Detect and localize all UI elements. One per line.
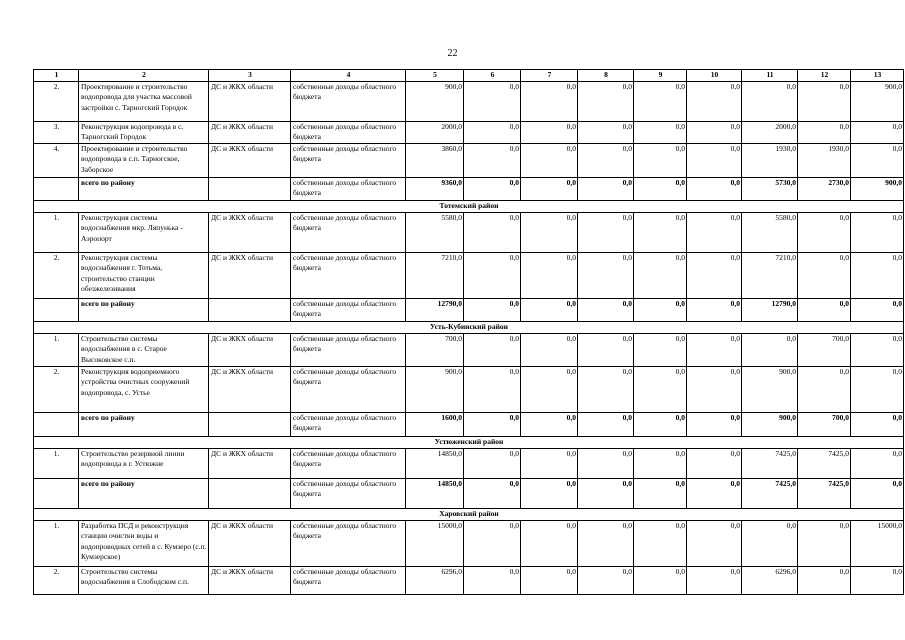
amount-cell: 6296,0 [742, 567, 798, 595]
amount-cell: 0,0 [464, 449, 521, 479]
amount-cell: 0,0 [464, 82, 521, 122]
amount-cell: 0,0 [521, 567, 578, 595]
district-total-row [34, 299, 904, 322]
project-name: Реконструкция системы водоснабжения г. Тотьма, строительство станции обезжелезивания [79, 253, 209, 299]
district-header-row [34, 201, 904, 213]
amount-cell: 0,0 [687, 122, 742, 144]
amount-cell: 0,0 [687, 82, 742, 122]
amount-cell: 0,0 [578, 253, 634, 299]
amount-cell: 7210,0 [406, 253, 464, 299]
amount-cell: 0,0 [851, 413, 904, 437]
funding-source: собственные доходы областного бюджета [291, 567, 406, 595]
funding-source: собственные доходы областного бюджета [291, 413, 406, 437]
amount-cell: 2730,0 [798, 178, 851, 201]
amount-cell: 0,0 [578, 334, 634, 367]
amount-cell: 0,0 [687, 449, 742, 479]
amount-cell: 0,0 [634, 122, 687, 144]
amount-cell: 0,0 [742, 521, 798, 567]
district-header-row [34, 437, 904, 449]
column-number: 4 [291, 70, 406, 82]
project-name: Проектирование и строительство водопровода в с.п. Тарногское, Заборское [79, 144, 209, 178]
amount-cell: 0,0 [464, 521, 521, 567]
project-row [34, 521, 904, 567]
responsible-body: ДС и ЖКХ области [209, 334, 291, 367]
project-row [34, 213, 904, 253]
amount-cell: 0,0 [578, 367, 634, 413]
amount-cell: 0,0 [798, 122, 851, 144]
item-number [34, 413, 79, 437]
project-name: Реконструкция системы водоснабжения мкр. Ляпунька - Аэропорт [79, 213, 209, 253]
item-number [34, 479, 79, 509]
amount-cell: 5730,0 [742, 178, 798, 201]
amount-cell: 0,0 [464, 479, 521, 509]
amount-cell: 5580,0 [406, 213, 464, 253]
funding-source: собственные доходы областного бюджета [291, 479, 406, 509]
amount-cell: 0,0 [851, 479, 904, 509]
amount-cell: 0,0 [634, 213, 687, 253]
amount-cell: 2000,0 [406, 122, 464, 144]
amount-cell: 0,0 [521, 449, 578, 479]
amount-cell: 12790,0 [406, 299, 464, 322]
amount-cell: 0,0 [464, 144, 521, 178]
amount-cell: 0,0 [687, 521, 742, 567]
project-row [34, 144, 904, 178]
amount-cell: 0,0 [464, 178, 521, 201]
total-label: всего по району [79, 413, 209, 437]
page-number: 22 [447, 48, 458, 59]
column-number: 12 [798, 70, 851, 82]
amount-cell: 0,0 [521, 367, 578, 413]
column-number: 11 [742, 70, 798, 82]
district-header-row [34, 509, 904, 521]
amount-cell: 0,0 [578, 449, 634, 479]
funding-source: собственные доходы областного бюджета [291, 334, 406, 367]
project-row [34, 567, 904, 595]
responsible-body: ДС и ЖКХ области [209, 82, 291, 122]
amount-cell: 7210,0 [742, 253, 798, 299]
amount-cell: 0,0 [851, 334, 904, 367]
amount-cell: 0,0 [521, 479, 578, 509]
district-name: Харовский район [34, 509, 904, 521]
amount-cell: 0,0 [578, 299, 634, 322]
amount-cell: 0,0 [851, 144, 904, 178]
amount-cell: 0,0 [851, 367, 904, 413]
column-number: 1 [34, 70, 79, 82]
amount-cell: 1600,0 [406, 413, 464, 437]
responsible-body: ДС и ЖКХ области [209, 253, 291, 299]
amount-cell: 0,0 [634, 413, 687, 437]
amount-cell: 0,0 [634, 178, 687, 201]
amount-cell: 0,0 [521, 178, 578, 201]
amount-cell: 0,0 [742, 334, 798, 367]
project-name: Реконструкция водопровода в с. Тарногский Городок [79, 122, 209, 144]
column-number: 6 [464, 70, 521, 82]
amount-cell: 0,0 [687, 334, 742, 367]
amount-cell: 700,0 [406, 334, 464, 367]
item-number: 1. [34, 213, 79, 253]
project-row [34, 122, 904, 144]
column-number: 2 [79, 70, 209, 82]
funding-source: собственные доходы областного бюджета [291, 253, 406, 299]
amount-cell: 0,0 [687, 367, 742, 413]
amount-cell: 0,0 [687, 178, 742, 201]
amount-cell: 900,0 [742, 367, 798, 413]
amount-cell: 2000,0 [742, 122, 798, 144]
amount-cell: 900,0 [742, 413, 798, 437]
amount-cell: 0,0 [464, 334, 521, 367]
column-number: 9 [634, 70, 687, 82]
column-number: 3 [209, 70, 291, 82]
item-number [34, 178, 79, 201]
amount-cell: 3860,0 [406, 144, 464, 178]
amount-cell: 900,0 [851, 178, 904, 201]
amount-cell: 0,0 [634, 253, 687, 299]
item-number: 4. [34, 144, 79, 178]
amount-cell: 6296,0 [406, 567, 464, 595]
responsible-body [209, 178, 291, 201]
amount-cell: 0,0 [634, 82, 687, 122]
amount-cell: 0,0 [851, 213, 904, 253]
amount-cell: 0,0 [578, 213, 634, 253]
funding-source: собственные доходы областного бюджета [291, 82, 406, 122]
project-name: Строительство системы водоснабжения в Слободском с.п. [79, 567, 209, 595]
project-name: Проектирование и строительство водопровода для участка массовой застройки с. Тарногский Городок [79, 82, 209, 122]
district-name: Устюженский район [34, 437, 904, 449]
amount-cell: 0,0 [798, 213, 851, 253]
responsible-body: ДС и ЖКХ области [209, 567, 291, 595]
amount-cell: 0,0 [521, 122, 578, 144]
amount-cell: 0,0 [798, 299, 851, 322]
responsible-body [209, 299, 291, 322]
amount-cell: 0,0 [687, 253, 742, 299]
amount-cell: 900,0 [851, 82, 904, 122]
funding-source: собственные доходы областного бюджета [291, 213, 406, 253]
amount-cell: 0,0 [687, 299, 742, 322]
amount-cell: 7425,0 [798, 449, 851, 479]
column-number: 10 [687, 70, 742, 82]
funding-source: собственные доходы областного бюджета [291, 449, 406, 479]
amount-cell: 0,0 [634, 144, 687, 178]
funding-source: собственные доходы областного бюджета [291, 144, 406, 178]
amount-cell: 0,0 [464, 213, 521, 253]
district-total-row [34, 178, 904, 201]
amount-cell: 0,0 [687, 567, 742, 595]
item-number: 1. [34, 521, 79, 567]
amount-cell: 0,0 [798, 253, 851, 299]
district-name: Усть-Кубинский район [34, 322, 904, 334]
district-header-row [34, 322, 904, 334]
district-total-row [34, 413, 904, 437]
amount-cell: 0,0 [578, 178, 634, 201]
project-row [34, 82, 904, 122]
amount-cell: 0,0 [464, 413, 521, 437]
amount-cell: 0,0 [578, 413, 634, 437]
project-row [34, 367, 904, 413]
amount-cell: 7425,0 [798, 479, 851, 509]
responsible-body: ДС и ЖКХ области [209, 122, 291, 144]
amount-cell: 0,0 [521, 299, 578, 322]
item-number [34, 299, 79, 322]
amount-cell: 0,0 [578, 82, 634, 122]
amount-cell: 0,0 [851, 253, 904, 299]
column-number: 5 [406, 70, 464, 82]
amount-cell: 0,0 [464, 567, 521, 595]
responsible-body: ДС и ЖКХ области [209, 144, 291, 178]
amount-cell: 0,0 [687, 144, 742, 178]
district-total-row [34, 479, 904, 509]
amount-cell: 0,0 [634, 367, 687, 413]
responsible-body [209, 479, 291, 509]
amount-cell: 0,0 [742, 82, 798, 122]
amount-cell: 0,0 [687, 213, 742, 253]
amount-cell: 0,0 [634, 449, 687, 479]
amount-cell: 0,0 [578, 122, 634, 144]
column-number: 13 [851, 70, 904, 82]
amount-cell: 12790,0 [742, 299, 798, 322]
amount-cell: 0,0 [521, 253, 578, 299]
amount-cell: 0,0 [687, 479, 742, 509]
amount-cell: 0,0 [578, 479, 634, 509]
amount-cell: 0,0 [521, 213, 578, 253]
project-row [34, 449, 904, 479]
column-number: 8 [578, 70, 634, 82]
amount-cell: 0,0 [798, 521, 851, 567]
amount-cell: 7425,0 [742, 479, 798, 509]
amount-cell: 9360,0 [406, 178, 464, 201]
item-number: 2. [34, 567, 79, 595]
amount-cell: 0,0 [634, 334, 687, 367]
amount-cell: 0,0 [851, 449, 904, 479]
column-number: 7 [521, 70, 578, 82]
amount-cell: 15000,0 [851, 521, 904, 567]
project-name: Строительство резервной линии водопровода в г. Устюжне [79, 449, 209, 479]
amount-cell: 0,0 [521, 413, 578, 437]
amount-cell: 0,0 [578, 521, 634, 567]
total-label: всего по району [79, 178, 209, 201]
responsible-body [209, 413, 291, 437]
amount-cell: 0,0 [634, 479, 687, 509]
amount-cell: 0,0 [798, 567, 851, 595]
item-number: 1. [34, 334, 79, 367]
amount-cell: 0,0 [521, 521, 578, 567]
project-name: Строительство системы водоснабжения в с. Старое Высоковское с.п. [79, 334, 209, 367]
amount-cell: 0,0 [851, 567, 904, 595]
amount-cell: 14850,0 [406, 479, 464, 509]
project-name: Реконструкция водоприемного устройства очистных сооружений водопровода, с. Устье [79, 367, 209, 413]
funding-source: собственные доходы областного бюджета [291, 122, 406, 144]
amount-cell: 0,0 [798, 367, 851, 413]
amount-cell: 900,0 [406, 82, 464, 122]
amount-cell: 15000,0 [406, 521, 464, 567]
amount-cell: 0,0 [464, 253, 521, 299]
column-number-row [34, 70, 904, 82]
amount-cell: 0,0 [521, 82, 578, 122]
amount-cell: 0,0 [464, 367, 521, 413]
amount-cell: 0,0 [687, 413, 742, 437]
responsible-body: ДС и ЖКХ области [209, 521, 291, 567]
project-row [34, 253, 904, 299]
funding-source: собственные доходы областного бюджета [291, 299, 406, 322]
district-name: Тотемский район [34, 201, 904, 213]
amount-cell: 0,0 [634, 567, 687, 595]
amount-cell: 0,0 [464, 122, 521, 144]
amount-cell: 0,0 [521, 144, 578, 178]
amount-cell: 0,0 [578, 567, 634, 595]
amount-cell: 1930,0 [798, 144, 851, 178]
amount-cell: 700,0 [798, 334, 851, 367]
funding-source: собственные доходы областного бюджета [291, 178, 406, 201]
amount-cell: 0,0 [634, 299, 687, 322]
project-name: Разработка ПСД и реконструкция станции очистки воды и водопроводных сетей в с. Кумзеро (с.п. Кумзерское) [79, 521, 209, 567]
item-number: 2. [34, 82, 79, 122]
total-label: всего по району [79, 299, 209, 322]
amount-cell: 1930,0 [742, 144, 798, 178]
responsible-body: ДС и ЖКХ области [209, 213, 291, 253]
amount-cell: 0,0 [521, 334, 578, 367]
item-number: 1. [34, 449, 79, 479]
amount-cell: 900,0 [406, 367, 464, 413]
amount-cell: 0,0 [634, 521, 687, 567]
project-row [34, 334, 904, 367]
funding-source: собственные доходы областного бюджета [291, 521, 406, 567]
responsible-body: ДС и ЖКХ области [209, 367, 291, 413]
financing-table [33, 69, 904, 595]
amount-cell: 7425,0 [742, 449, 798, 479]
amount-cell: 14850,0 [406, 449, 464, 479]
funding-source: собственные доходы областного бюджета [291, 367, 406, 413]
item-number: 3. [34, 122, 79, 144]
amount-cell: 0,0 [851, 299, 904, 322]
responsible-body: ДС и ЖКХ области [209, 449, 291, 479]
amount-cell: 0,0 [464, 299, 521, 322]
amount-cell: 0,0 [578, 144, 634, 178]
amount-cell: 0,0 [798, 82, 851, 122]
item-number: 2. [34, 253, 79, 299]
amount-cell: 700,0 [798, 413, 851, 437]
item-number: 2. [34, 367, 79, 413]
total-label: всего по району [79, 479, 209, 509]
amount-cell: 5580,0 [742, 213, 798, 253]
amount-cell: 0,0 [851, 122, 904, 144]
